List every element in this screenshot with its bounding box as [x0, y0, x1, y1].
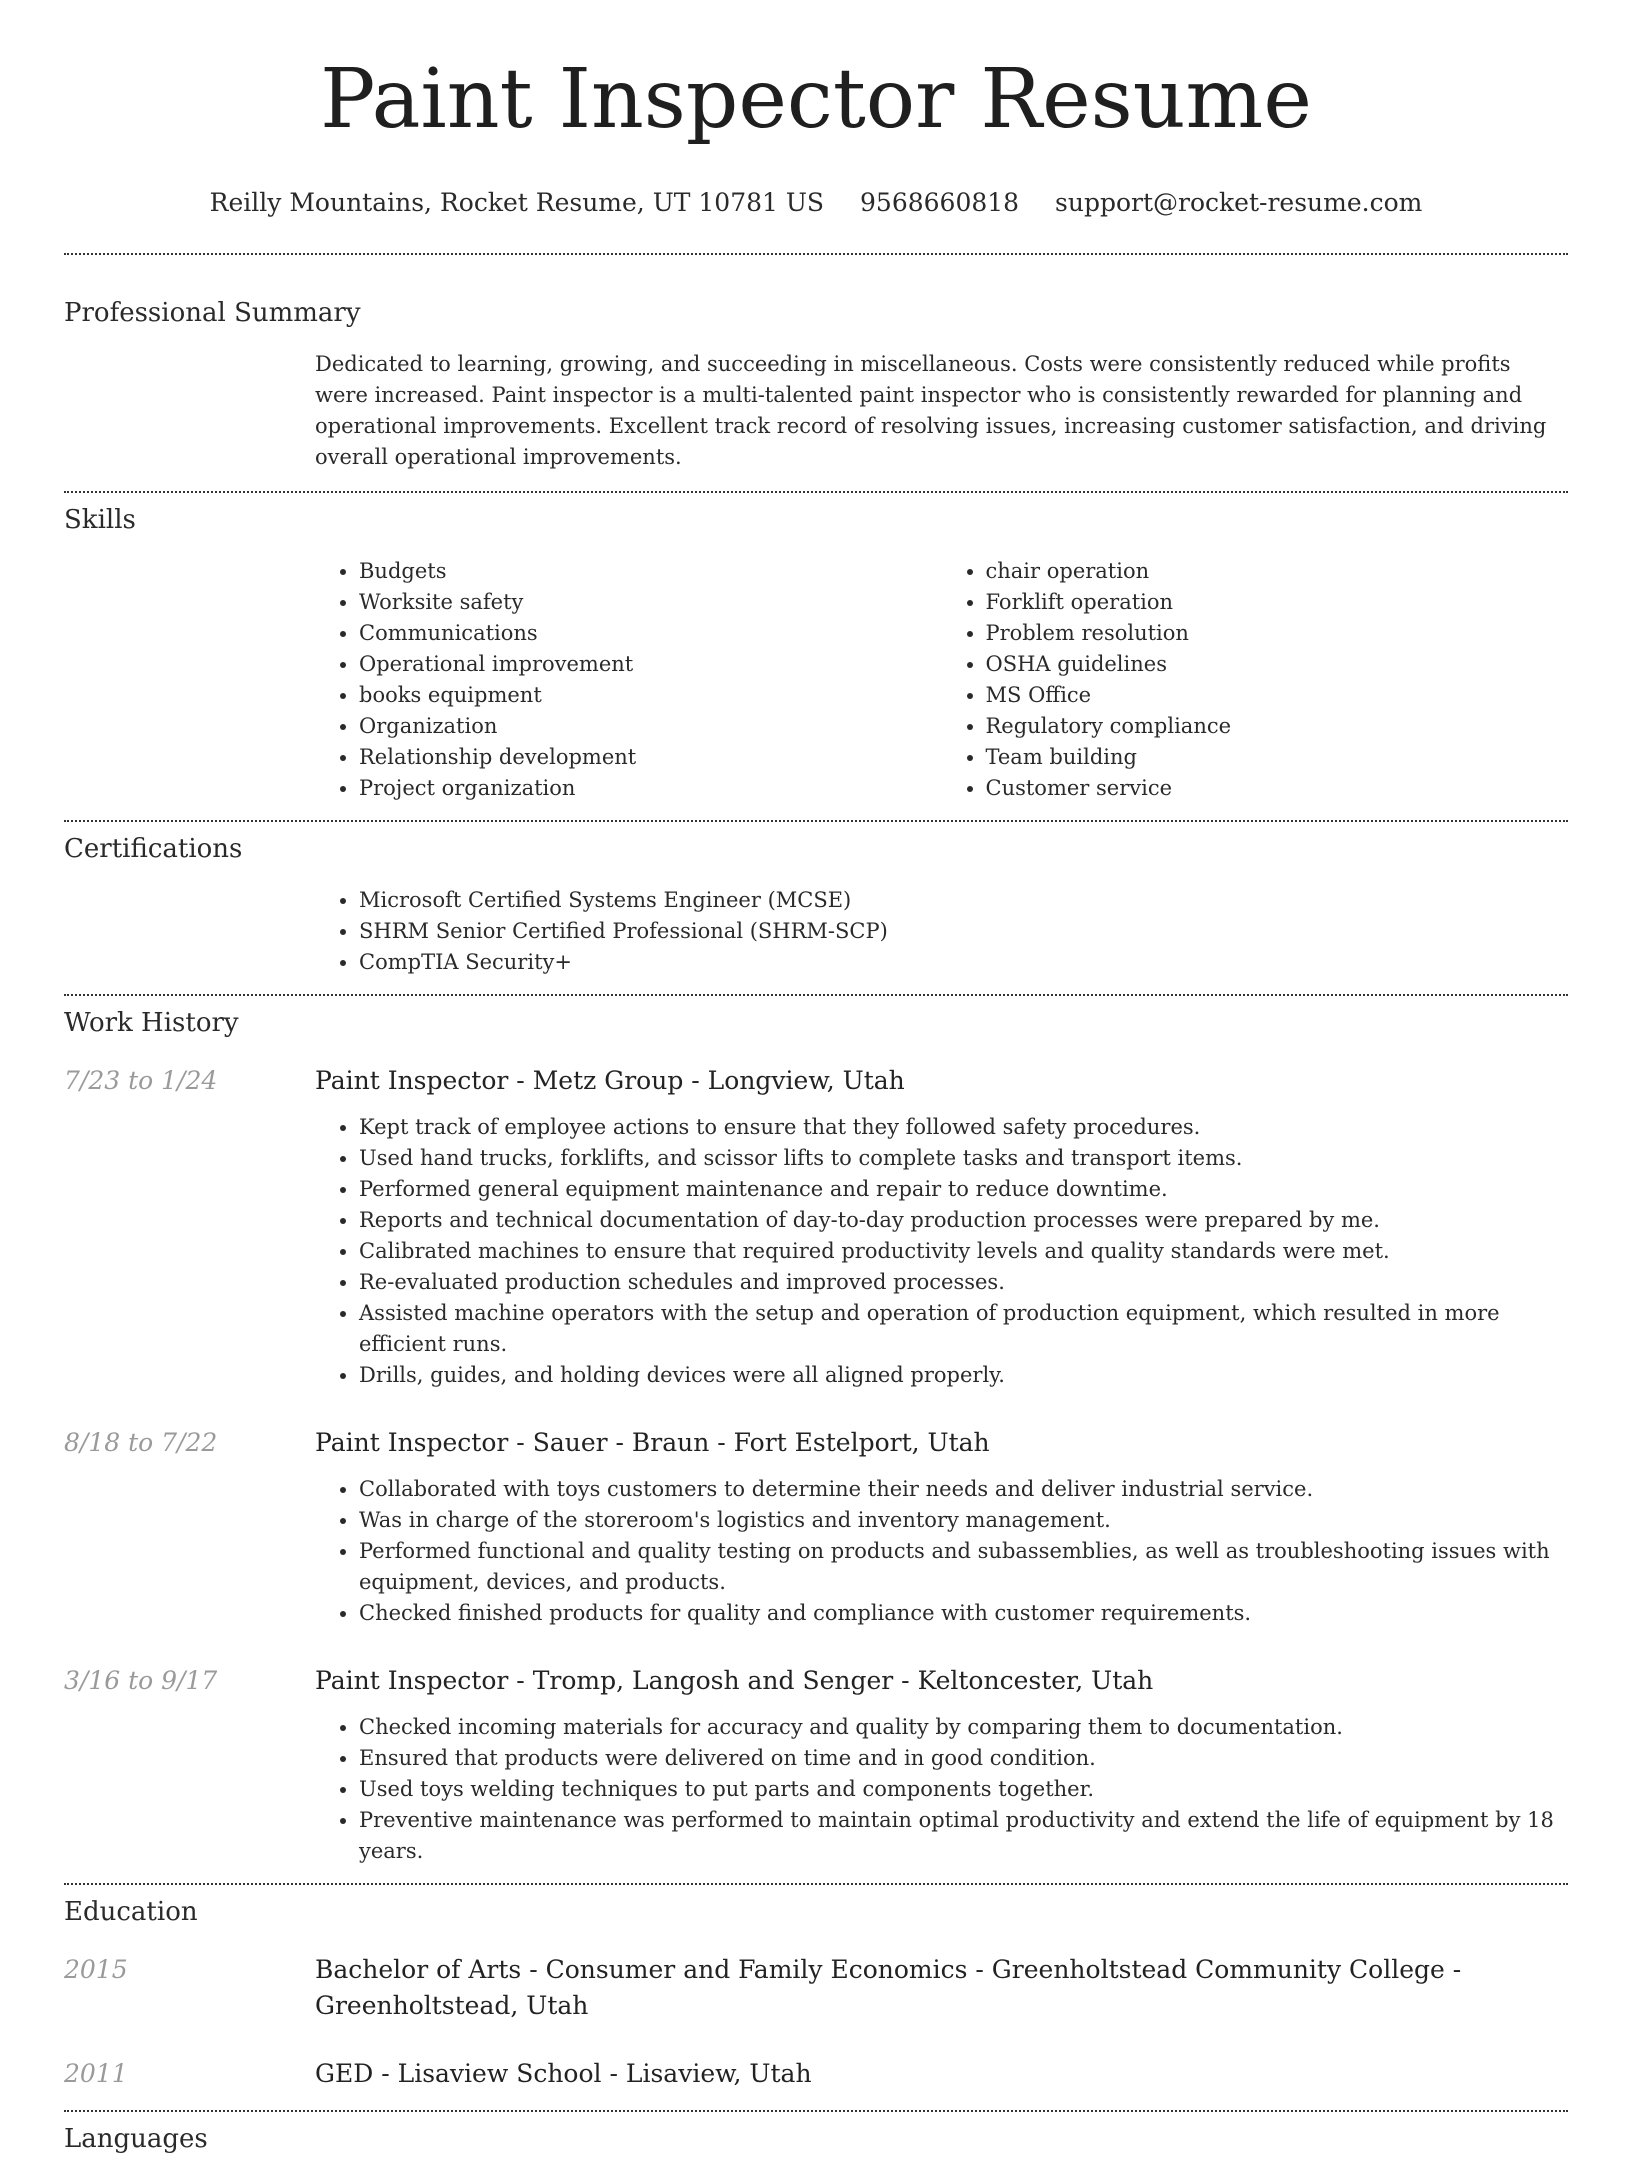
work-dates: 3/16 to 9/17 — [64, 1666, 218, 1695]
skill-item: • Customer service — [986, 773, 1569, 804]
resume-title: Paint Inspector Resume — [320, 52, 1312, 147]
skill-item: • Team building — [986, 742, 1569, 773]
skill-item: • books equipment — [359, 680, 942, 711]
skills-column-right — [942, 556, 1569, 804]
section-title-skills: Skills — [64, 505, 136, 535]
contact-phone: 9568660818 — [860, 188, 1020, 217]
education-entry — [64, 1952, 1568, 2024]
contact-email: support@rocket-resume.com — [1055, 188, 1423, 217]
skills-column-left — [315, 556, 942, 804]
skill-item: • Forklift operation — [986, 587, 1569, 618]
work-dates: 8/18 to 7/22 — [64, 1428, 218, 1457]
certifications-list — [315, 885, 1568, 978]
work-bullet: • Was in charge of the storeroom's logistics and inventory management. — [359, 1505, 1568, 1536]
skill-item: • Relationship development — [359, 742, 942, 773]
work-bullet: • Re-evaluated production schedules and improved processes. — [359, 1267, 1568, 1298]
education-text: Bachelor of Arts - Consumer and Family Economics - Greenholtstead Community College - Greenholtstead, Utah — [315, 1955, 1462, 2020]
education-text: GED - Lisaview School - Lisaview, Utah — [315, 2059, 812, 2088]
section-title-summary: Professional Summary — [64, 298, 361, 328]
work-bullets — [315, 1474, 1568, 1629]
section-title-work-history: Work History — [64, 1008, 239, 1038]
contact-line — [64, 186, 1568, 220]
section-title-certifications: Certifications — [64, 834, 243, 864]
skill-item: • OSHA guidelines — [986, 649, 1569, 680]
work-bullet: • Calibrated machines to ensure that required productivity levels and quality standards were met. — [359, 1236, 1568, 1267]
skill-item: • chair operation — [986, 556, 1569, 587]
work-title: Paint Inspector - Metz Group - Longview, Utah — [315, 1066, 905, 1095]
work-bullet: • Used toys welding techniques to put parts and components together. — [359, 1774, 1568, 1805]
work-bullet: • Collaborated with toys customers to determine their needs and deliver industrial service. — [359, 1474, 1568, 1505]
work-bullet: • Checked incoming materials for accuracy and quality by comparing them to documentation. — [359, 1712, 1568, 1743]
section-title-education: Education — [64, 1897, 198, 1927]
education-year: 2011 — [64, 2059, 128, 2088]
work-entry — [64, 1663, 1568, 1699]
skill-item: • Problem resolution — [986, 618, 1569, 649]
skill-item: • Budgets — [359, 556, 942, 587]
skill-item: • Organization — [359, 711, 942, 742]
work-bullets — [315, 1112, 1568, 1391]
contact-address: Reilly Mountains, Rocket Resume, UT 10781 US — [209, 188, 825, 217]
work-bullet: • Checked finished products for quality and compliance with customer requirements. — [359, 1598, 1568, 1629]
work-bullet: • Performed general equipment maintenance and repair to reduce downtime. — [359, 1174, 1568, 1205]
education-year: 2015 — [64, 1955, 128, 1984]
certification-item: • CompTIA Security+ — [359, 947, 1568, 978]
certification-item: • SHRM Senior Certified Professional (SHRM-SCP) — [359, 916, 1568, 947]
work-title: Paint Inspector - Tromp, Langosh and Senger - Keltoncester, Utah — [315, 1666, 1154, 1695]
skill-item: • Operational improvement — [359, 649, 942, 680]
work-bullet: • Drills, guides, and holding devices were all aligned properly. — [359, 1360, 1568, 1391]
work-bullet: • Assisted machine operators with the setup and operation of production equipment, which resulted in more efficient runs. — [359, 1298, 1568, 1360]
skills-list — [315, 556, 1568, 804]
skill-item: • Worksite safety — [359, 587, 942, 618]
skill-item: • Communications — [359, 618, 942, 649]
work-bullet: • Preventive maintenance was performed to maintain optimal productivity and extend the life of equipment by 18 years. — [359, 1805, 1568, 1867]
certification-item: • Microsoft Certified Systems Engineer (MCSE) — [359, 885, 1568, 916]
skill-item: • MS Office — [986, 680, 1569, 711]
education-entry — [64, 2056, 1568, 2092]
work-dates: 7/23 to 1/24 — [64, 1066, 218, 1095]
skill-item: • Project organization — [359, 773, 942, 804]
work-bullet: • Reports and technical documentation of day-to-day production processes were prepared by me. — [359, 1205, 1568, 1236]
work-bullet: • Ensured that products were delivered on time and in good condition. — [359, 1743, 1568, 1774]
work-entry — [64, 1425, 1568, 1461]
resume-page — [64, 0, 1568, 2157]
summary-text: Dedicated to learning, growing, and succeeding in miscellaneous. Costs were consistently reduced while profits were increased. Paint inspector is a multi-talented paint inspector who is consistently rewarded for planning and operational improvements. Excellent track record of resolving issues, increasing customer satisfaction, and driving overall operational improvements. — [315, 352, 1547, 469]
work-bullets — [315, 1712, 1568, 1867]
work-bullet: • Kept track of employee actions to ensure that they followed safety procedures. — [359, 1112, 1568, 1143]
work-title: Paint Inspector - Sauer - Braun - Fort Estelport, Utah — [315, 1428, 990, 1457]
work-bullet: • Performed functional and quality testing on products and subassemblies, as well as troubleshooting issues with equipment, devices, and products. — [359, 1536, 1568, 1598]
work-entry — [64, 1063, 1568, 1099]
section-title-languages: Languages — [64, 2124, 208, 2154]
work-bullet: • Used hand trucks, forklifts, and scissor lifts to complete tasks and transport items. — [359, 1143, 1568, 1174]
skill-item: • Regulatory compliance — [986, 711, 1569, 742]
